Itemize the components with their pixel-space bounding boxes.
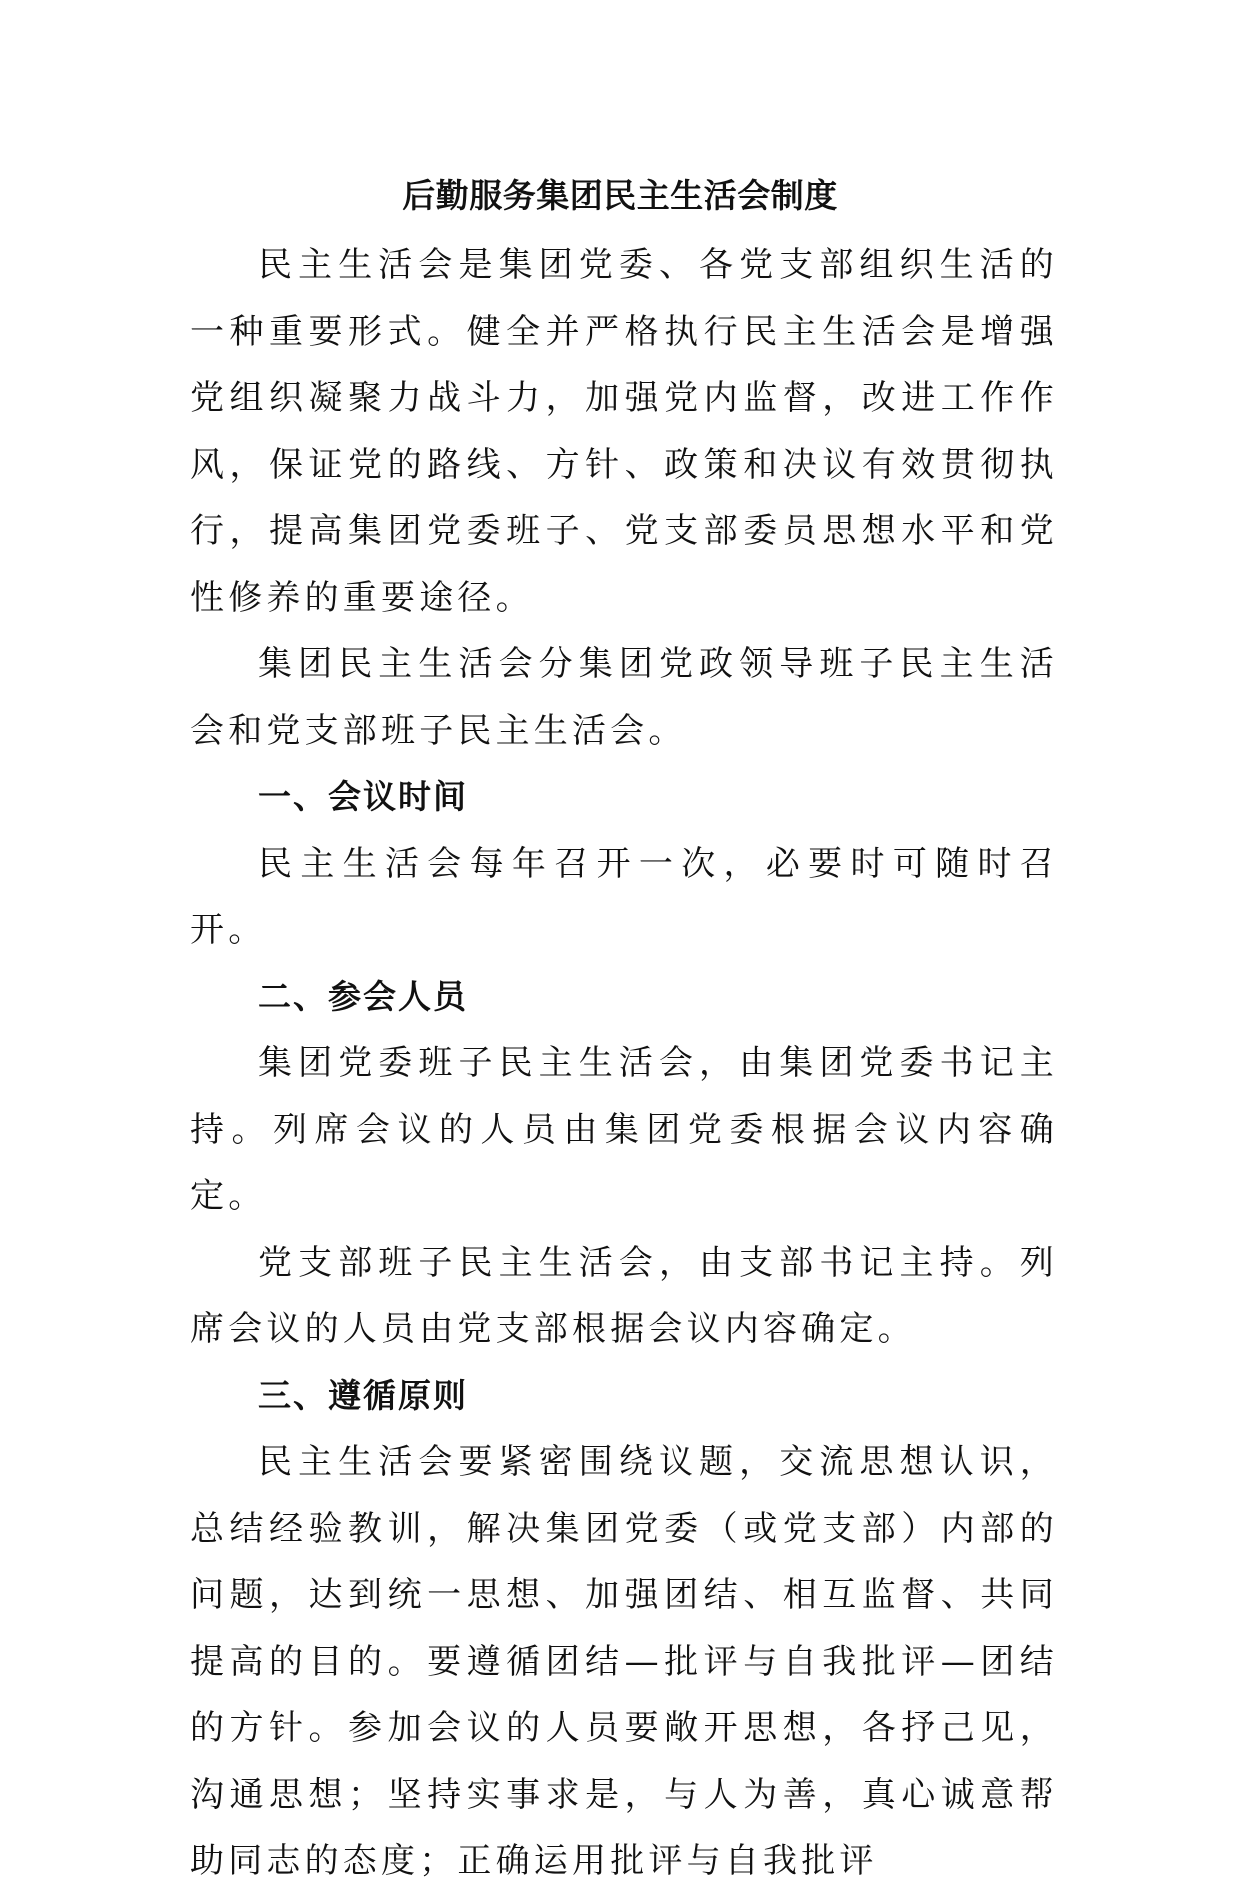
section-paragraph: 党支部班子民主生活会，由支部书记主持。列席会议的人员由党支部根据会议内容确定。 [190, 1242, 1058, 1349]
intro-paragraph-1: 民主生活会是集团党委、各党支部组织生活的一种重要形式。健全并严格执行民主生活会是增强党组织凝聚力战斗力，加强党内监督，改进工作作风，保证党的路线、方针、政策和决议有效贯彻执行，提高集团党委班子、党支部委员思想水平和党性修养的重要途径。 [190, 245, 1058, 618]
section-principles [190, 1363, 1058, 1895]
section-heading: 二、参会人员 [258, 976, 468, 1016]
section-heading: 一、会议时间 [258, 777, 468, 816]
intro-paragraph-2: 集团民主生活会分集团党政领导班子民主生活会和党支部班子民主生活会。 [190, 644, 1058, 751]
section-paragraph: 集团党委班子民主生活会，由集团党委书记主持。列席会议的人员由集团党委根据会议内容确定。 [190, 1043, 1058, 1216]
document-title: 后勤服务集团民主生活会制度 [402, 176, 838, 215]
section-meeting-time [190, 764, 1058, 964]
section-heading: 三、遵循原则 [258, 1375, 468, 1415]
document-body [190, 232, 1058, 1895]
section-attendees [190, 964, 1058, 1363]
section-paragraph: 民主生活会要紧密围绕议题，交流思想认识，总结经验教训，解决集团党委（或党支部）内部的问题，达到统一思想、加强团结、相互监督、共同提高的目的。要遵循团结—批评与自我批评—团结的方针。参加会议的人员要敞开思想，各抒己见，沟通思想；坚持实事求是，与人为善，真心诚意帮助同志的态度；正确运用批评与自我批评 [190, 1442, 1058, 1881]
section-paragraph: 民主生活会每年召开一次，必要时可随时召开。 [190, 843, 1058, 950]
